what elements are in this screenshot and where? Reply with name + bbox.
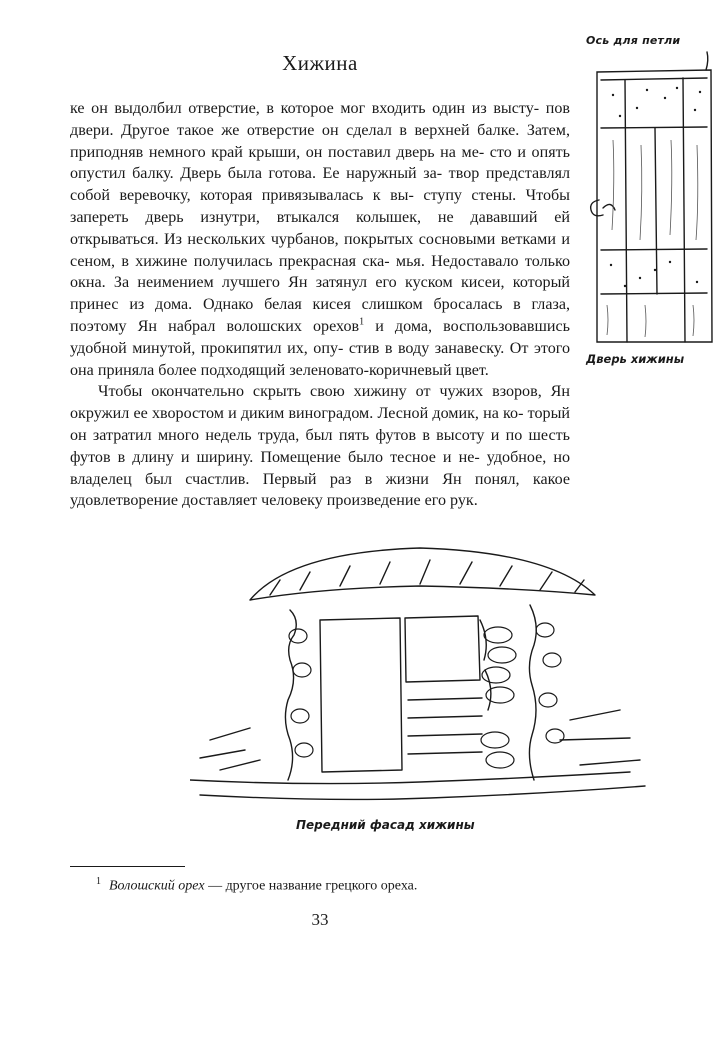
page-title: Хижина — [282, 51, 358, 75]
footnote-term: Волошский орех — [109, 878, 205, 894]
footnote-divider — [70, 866, 185, 867]
door-illustration — [585, 50, 723, 350]
footnote-reference[interactable]: 1 — [359, 316, 365, 328]
door-hinge-label: Ось для петли — [586, 34, 681, 47]
hut-caption: Передний фасад хижины — [296, 818, 475, 832]
footnote-number: 1 — [96, 876, 101, 887]
page-number: 33 — [311, 910, 329, 929]
paragraph-2: Чтобы окончательно скрыть свою хижину от чужих взоров, Ян окружил ее хворостом и диким виноградом. Лесной домик, на ко- торый он затратил много недель труда, был пять футов в высоту и по шесть футов в длину и ширину. Помещение было тесное и не- удобное, но владелец был счастлив. Первый раз в жизни Ян понял, какое удовлетворение доставляет человеку произведение его рук. — [70, 383, 571, 510]
paragraph-1: ке он выдолбил отверстие, в которое мог входить один из высту- пов двери. Другое такое же отверстие он сделал в верхней балке. Затем, приподняв немного край крыши, он поставил дверь на ме- сто и опять опустил балку. Дверь была готова. Ее наружный за- твор представлял собой веревочку, которая привязывалась к вы- ступу стены. Чтобы запереть дверь изнутри, втыкался колышек, не дававший ей открываться. Из нескольких чурбанов, покрытых сосновыми ветками и сеном, в хижине получилась прекрасная ска- мья. Недоставало только окна. За неимением лучшего Ян затянул его куском кисеи, который принес из дома. Однако белая кисея слишком бросалась в глаза, поэтому Ян набрал волошских орехов$^1$ и дома, воспользовавшись удобной минутой, прокипятил их, опу- стив в воду занавеску. От этого она приняла более подходящий зеленовато-коричневый цвет. — [70, 100, 570, 379]
hut-illustration — [190, 540, 650, 815]
body-text — [70, 98, 570, 512]
door-caption: Дверь хижины — [586, 352, 685, 366]
footnote-text: — другое название грецкого ореха. — [204, 878, 418, 894]
footnote — [96, 873, 566, 896]
